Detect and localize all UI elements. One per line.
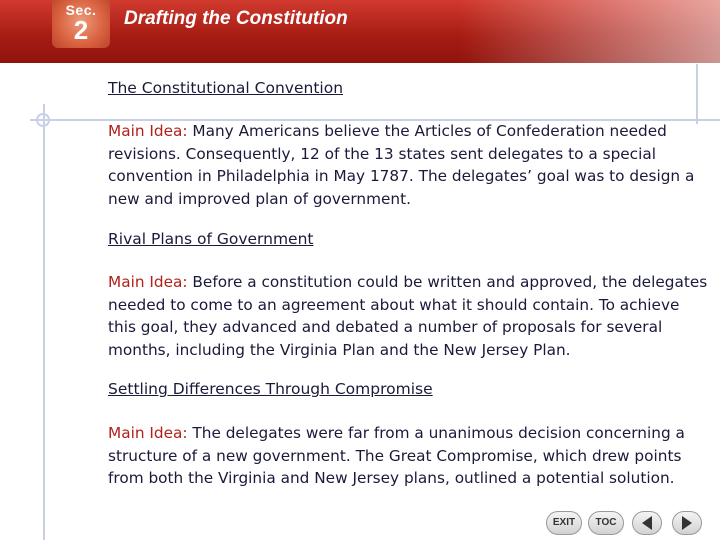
decor-circle xyxy=(36,113,50,127)
section-heading-settling-differences: Settling Differences Through Compromise xyxy=(108,380,433,398)
section-heading-rival-plans: Rival Plans of Government xyxy=(108,230,314,248)
main-idea-text: Many Americans believe the Articles of Confederation needed revisions. Consequently, 12 of the 13 states sent delegates to a special convention in Philadelphia in May 1787. The delegates’ goal was to design a new and improved plan of government. xyxy=(108,122,695,208)
previous-button[interactable] xyxy=(632,511,662,535)
section-label: Sec. xyxy=(65,2,97,18)
section-paragraph xyxy=(108,422,708,490)
section-number: 2 xyxy=(73,15,89,45)
toc-button[interactable]: TOC xyxy=(588,511,624,535)
section-badge xyxy=(52,0,110,48)
section-heading-constitutional-convention: The Constitutional Convention xyxy=(108,79,344,97)
main-idea-text: The delegates were far from a unanimous decision concerning a structure of a new government. The Great Compromise, which drew points from both the Virginia and New Jersey plans, outlined a potential solution. xyxy=(108,424,685,487)
exit-button[interactable]: EXIT xyxy=(546,511,582,535)
page-title: Drafting the Constitution xyxy=(124,8,348,29)
header-glow xyxy=(460,0,720,63)
main-idea-label: Main Idea: xyxy=(108,122,188,140)
header-bar xyxy=(0,0,720,63)
section-paragraph xyxy=(108,120,708,210)
arrow-right-icon xyxy=(682,516,692,530)
decor-right-vertical-line xyxy=(696,64,698,124)
main-idea-label: Main Idea: xyxy=(108,424,188,442)
decor-left-vertical-line xyxy=(43,104,45,540)
arrow-left-icon xyxy=(642,516,652,530)
next-button[interactable] xyxy=(672,511,702,535)
section-paragraph xyxy=(108,271,708,361)
main-idea-text: Before a constitution could be written and approved, the delegates needed to come to an agreement about what it should contain. To achieve this goal, they advanced and debated a number of proposals for several months, including the Virginia Plan and the New Jersey Plan. xyxy=(108,273,708,359)
main-idea-label: Main Idea: xyxy=(108,273,188,291)
